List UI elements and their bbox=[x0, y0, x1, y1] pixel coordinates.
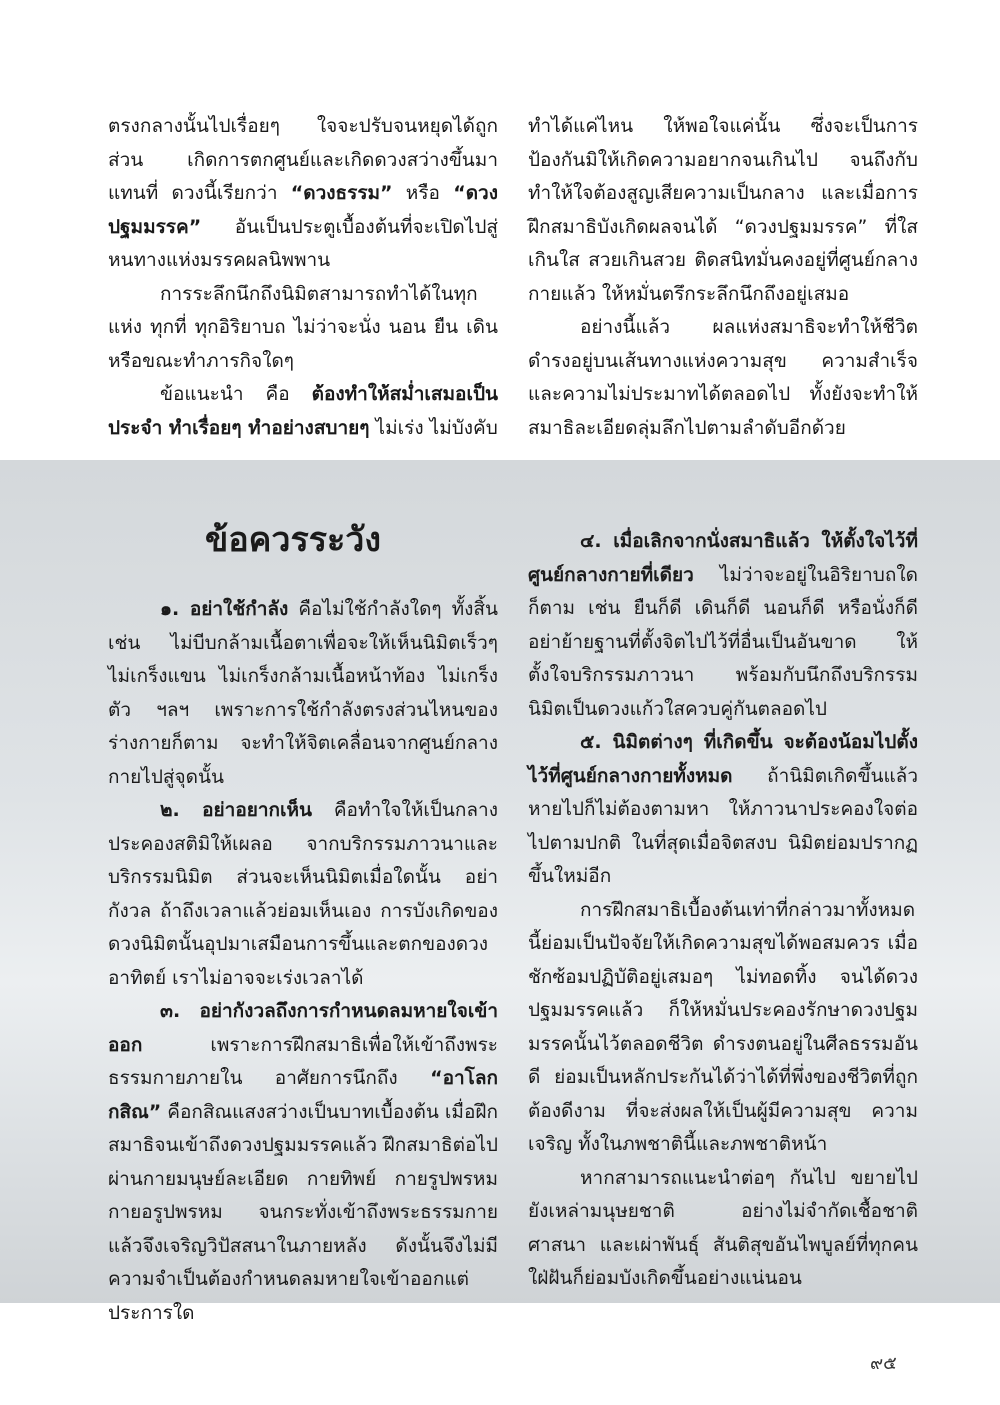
paragraph: ข้อแนะนำ คือ ต้องทำให้สม่ำเสมอเป็นประจำ ทำเรื่อยๆ ทำอย่างสบายๆ ไม่เร่ง ไม่บังคับ bbox=[108, 383, 498, 439]
bottom-left-column bbox=[108, 593, 498, 1330]
section-title: ข้อควรระวัง bbox=[205, 520, 381, 560]
paragraph: การฝึกสมาธิเบื้องต้นเท่าที่กล่าวมาทั้งหมดนี้ย่อมเป็นปัจจัยให้เกิดความสุขได้พอสมควร เมื่อชักซ้อมปฏิบัติอยู่เสมอๆ ไม่ทอดทิ้ง จนได้ดวงปฐมมรรคแล้ว ก็ให้หมั่นประคองรักษาดวงปฐมมรรคนั้นไว้ตลอดชีวิต ดำรงตนอยู่ในศีลธรรมอันดี ย่อมเป็นหลักประกันได้ว่าได้ที่พึ่งของชีวิตที่ถูกต้องดีงาม ที่จะส่งผลให้เป็นผู้มีความสุข ความเจริญ ทั้งในภพชาตินี้และภพชาติหน้า bbox=[528, 898, 918, 1155]
bold-phrase: ต้องทำให้สม่ำเสมอเป็นประจำ ทำเรื่อยๆ ทำอย่างสบายๆ bbox=[108, 383, 498, 439]
paragraph: การระลึกนึกถึงนิมิตสามารถทำได้ในทุกแห่ง ทุกที่ ทุกอิริยาบถ ไม่ว่าจะนั่ง นอน ยืน เดิน หรือขณะทำภารกิจใดๆ bbox=[108, 282, 498, 372]
page-number: ๙๕ bbox=[870, 1353, 897, 1374]
paragraph: อย่างนี้แล้ว ผลแห่งสมาธิจะทำให้ชีวิตดำรงอยู่บนเส้นทางแห่งความสุข ความสำเร็จและความไม่ประมาทได้ตลอดไป ทั้งยังจะทำให้สมาธิละเอียดลุ่มลึกไปตามลำดับอีกด้วย bbox=[528, 316, 918, 439]
caution-item-1: ๑. อย่าใช้กำลัง คือไม่ใช้กำลังใดๆ ทั้งสิ้น เช่น ไม่บีบกล้ามเนื้อตาเพื่อจะให้เห็นนิมิตเร็วๆ ไม่เกร็งแขน ไม่เกร็งกล้ามเนื้อหน้าท้อง ไม่เกร็งตัว ฯลฯ เพราะการใช้กำลังตรงส่วนไหนของร่างกายก็ตาม จะทำให้จิตเคลื่อนจากศูนย์กลางกายไปสู่จุดนั้น bbox=[108, 598, 498, 788]
paragraph: ทำได้แค่ไหน ให้พอใจแค่นั้น ซึ่งจะเป็นการป้องกันมิให้เกิดความอยากจนเกินไป จนถึงกับทำให้ใจต้องสูญเสียความเป็นกลาง และเมื่อการฝึกสมาธิบังเกิดผลจนได้ “ดวงปฐมมรรค” ที่ใสเกินใส สวยเกินสวย ติดสนิทมั่นคงอยู่ที่ศูนย์กลางกายแล้ว ให้หมั่นตรึกระลึกนึกถึงอยู่เสมอ bbox=[528, 115, 918, 305]
paragraph: ตรงกลางนั้นไปเรื่อยๆ ใจจะปรับจนหยุดได้ถูกส่วน เกิดการตกศูนย์และเกิดดวงสว่างขึ้นมาแทนที่ ดวงนี้เรียกว่า “ดวงธรรม” หรือ “ดวงปฐมมรรค” อันเป็นประตูเบื้องต้นที่จะเปิดไปสู่หนทางแห่งมรรคผลนิพพาน bbox=[108, 115, 498, 271]
top-left-column bbox=[108, 110, 498, 445]
bold-term: “ดวงปฐมมรรค” bbox=[108, 182, 498, 238]
bottom-right-column bbox=[528, 525, 918, 1296]
caution-item-2: ๒. อย่าอยากเห็น คือทำใจให้เป็นกลาง ประคองสติมิให้เผลอ จากบริกรรมภาวนาและบริกรรมนิมิต ส่วนจะเห็นนิมิตเมื่อใดนั้น อย่ากังวล ถ้าถึงเวลาแล้วย่อมเห็นเอง การบังเกิดของดวงนิมิตนั้นอุปมาเสมือนการขึ้นและตกของดวงอาทิตย์ เราไม่อาจจะเร่งเวลาได้ bbox=[108, 799, 498, 989]
caution-item-3: ๓. อย่ากังวลถึงการกำหนดลมหายใจเข้าออก เพราะการฝึกสมาธิเพื่อให้เข้าถึงพระธรรมกายภายใน อาศัยการนึกถึง “อาโลกกสิณ” คือกสิณแสงสว่างเป็นบาทเบื้องต้น เมื่อฝึกสมาธิจนเข้าถึงดวงปฐมมรรคแล้ว ฝึกสมาธิต่อไป ผ่านกายมนุษย์ละเอียด กายทิพย์ กายรูปพรหม กายอรูปพรหม จนกระทั่งเข้าถึงพระธรรมกายแล้วจึงเจริญวิปัสสนาในภายหลัง ดังนั้นจึงไม่มีความจำเป็นต้องกำหนดลมหายใจเข้าออกแต่ประการใด bbox=[108, 1000, 498, 1324]
top-right-column bbox=[528, 110, 918, 445]
caution-item-5: ๕. นิมิตต่างๆ ที่เกิดขึ้น จะต้องน้อมไปตั้งไว้ที่ศูนย์กลางกายทั้งหมด ถ้านิมิตเกิดขึ้นแล้วหายไปก็ไม่ต้องตามหา ให้ภาวนาประคองใจต่อไปตามปกติ ในที่สุดเมื่อจิตสงบ นิมิตย่อมปรากฏขึ้นใหม่อีก bbox=[528, 731, 918, 887]
caution-item-4: ๔. เมื่อเลิกจากนั่งสมาธิแล้ว ให้ตั้งใจไว้ที่ศูนย์กลางกายที่เดียว ไม่ว่าจะอยู่ในอิริยาบถใดก็ตาม เช่น ยืนก็ดี เดินก็ดี นอนก็ดี หรือนั่งก็ดี อย่าย้ายฐานที่ตั้งจิตไปไว้ที่อื่นเป็นอันขาด ให้ตั้งใจบริกรรมภาวนา พร้อมกับนึกถึงบริกรรมนิมิตเป็นดวงแก้วใสควบคู่กันตลอดไป bbox=[528, 530, 918, 720]
bold-term: “ดวงธรรม” bbox=[290, 182, 393, 204]
paragraph: หากสามารถแนะนำต่อๆ กันไป ขยายไปยังเหล่ามนุษยชาติ อย่างไม่จำกัดเชื้อชาติ ศาสนา และเผ่าพันธุ์ สันติสุขอันไพบูลย์ที่ทุกคนใฝ่ฝันก็ย่อมบังเกิดขึ้นอย่างแน่นอน bbox=[528, 1166, 918, 1289]
